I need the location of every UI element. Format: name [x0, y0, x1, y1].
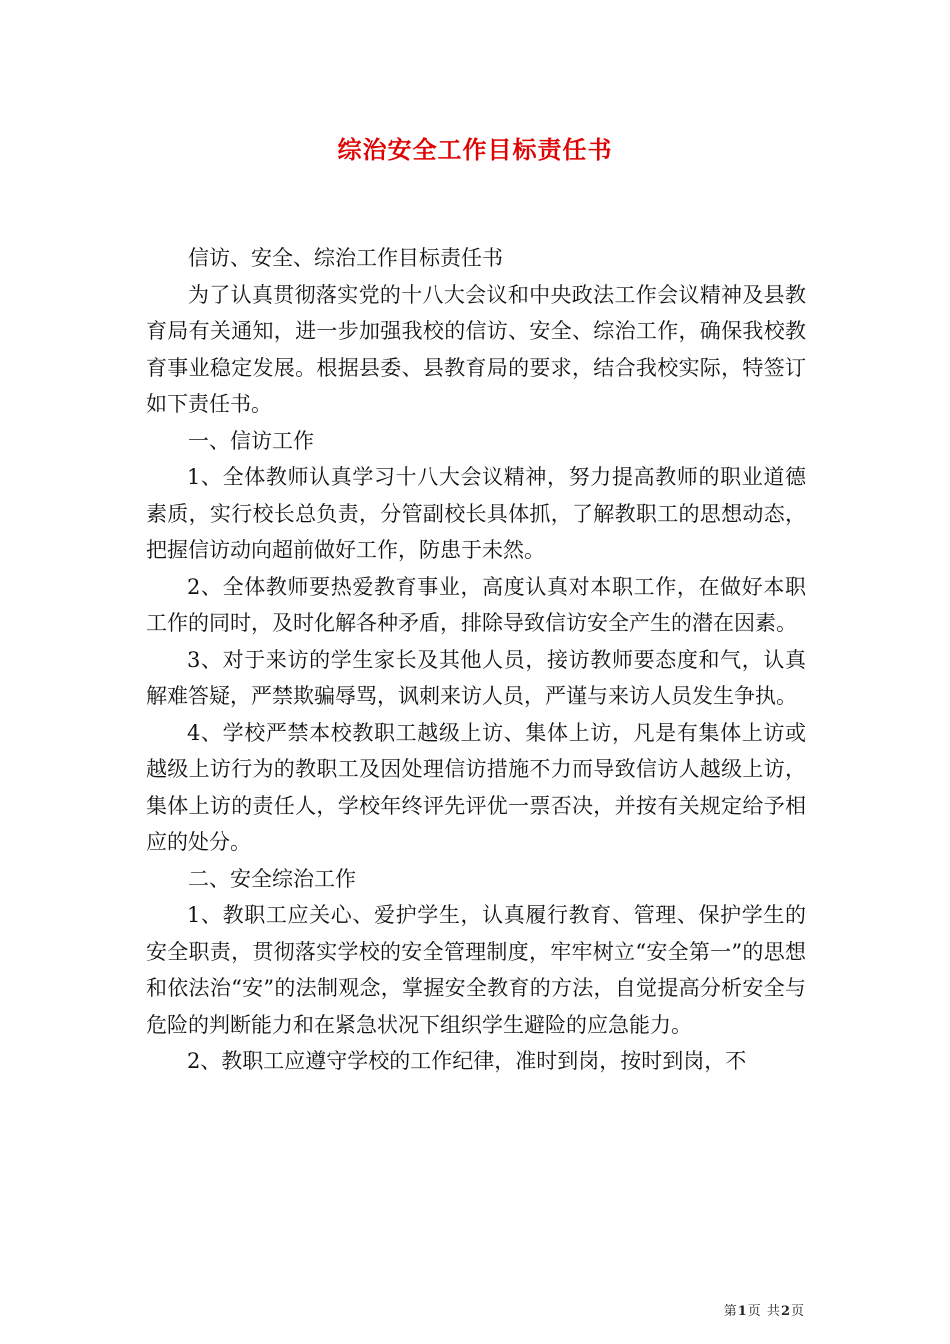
paragraph-intro: 为了认真贯彻落实党的十八大会议和中央政法工作会议精神及县教育局有关通知，进一步加强我校的信访、安全、综治工作，确保我校教育事业稳定发展。根据县委、县教育局的要求，结合我校实际，特签订如下责任书。	[146, 282, 806, 416]
paragraph-item: 2、教职工应遵守学校的工作纪律，准时到岗，按时到岗，不	[186, 1049, 747, 1073]
page-number-footer	[724, 1300, 805, 1319]
footer-middle: 页 共	[747, 1304, 781, 1319]
paragraph-item: 3、对于来访的学生家长及其他人员，接访教师要态度和气，认真解难答疑，严禁欺骗辱骂，讽刺来访人员，严谨与来访人员发生争执。	[146, 647, 806, 708]
footer-total-pages: 2	[780, 1304, 791, 1319]
paragraph-subtitle: 信访、安全、综治工作目标责任书	[188, 246, 503, 270]
paragraph-item: 2、全体教师要热爱教育事业，高度认真对本职工作，在做好本职工作的同时，及时化解各种矛盾，排除导致信访安全产生的潜在因素。	[146, 574, 806, 635]
paragraph-item: 4、学校严禁本校教职工越级上访、集体上访，凡是有集体上访或越级上访行为的教职工及因处理信访措施不力而导致信访人越级上访，集体上访的责任人，学校年终评先评优一票否决，并按有关规定给予相应的处分。	[146, 720, 806, 854]
document-title: 综治安全工作目标责任书	[337, 135, 613, 164]
footer-prefix: 第	[723, 1304, 738, 1319]
paragraph-item: 1、教职工应关心、爱护学生，认真履行教育、管理、保护学生的安全职责，贯彻落实学校的安全管理制度，牢牢树立“安全第一”的思想和依法治“安”的法制观念，掌握安全教育的方法，自觉提高分析安全与危险的判断能力和在紧急状况下组织学生避险的应急能力。	[146, 903, 806, 1037]
section-heading-safety: 二、安全综治工作	[188, 866, 356, 891]
document-body	[146, 240, 806, 1080]
footer-suffix: 页	[790, 1304, 805, 1319]
paragraph-item: 1、全体教师认真学习十八大会议精神，努力提高教师的职业道德素质，实行校长总负责，分管副校长具体抓，了解教职工的思想动态，把握信访动向超前做好工作，防患于未然。	[146, 465, 806, 562]
footer-current-page: 1	[737, 1304, 748, 1319]
section-heading-petition: 一、信访工作	[188, 428, 314, 453]
